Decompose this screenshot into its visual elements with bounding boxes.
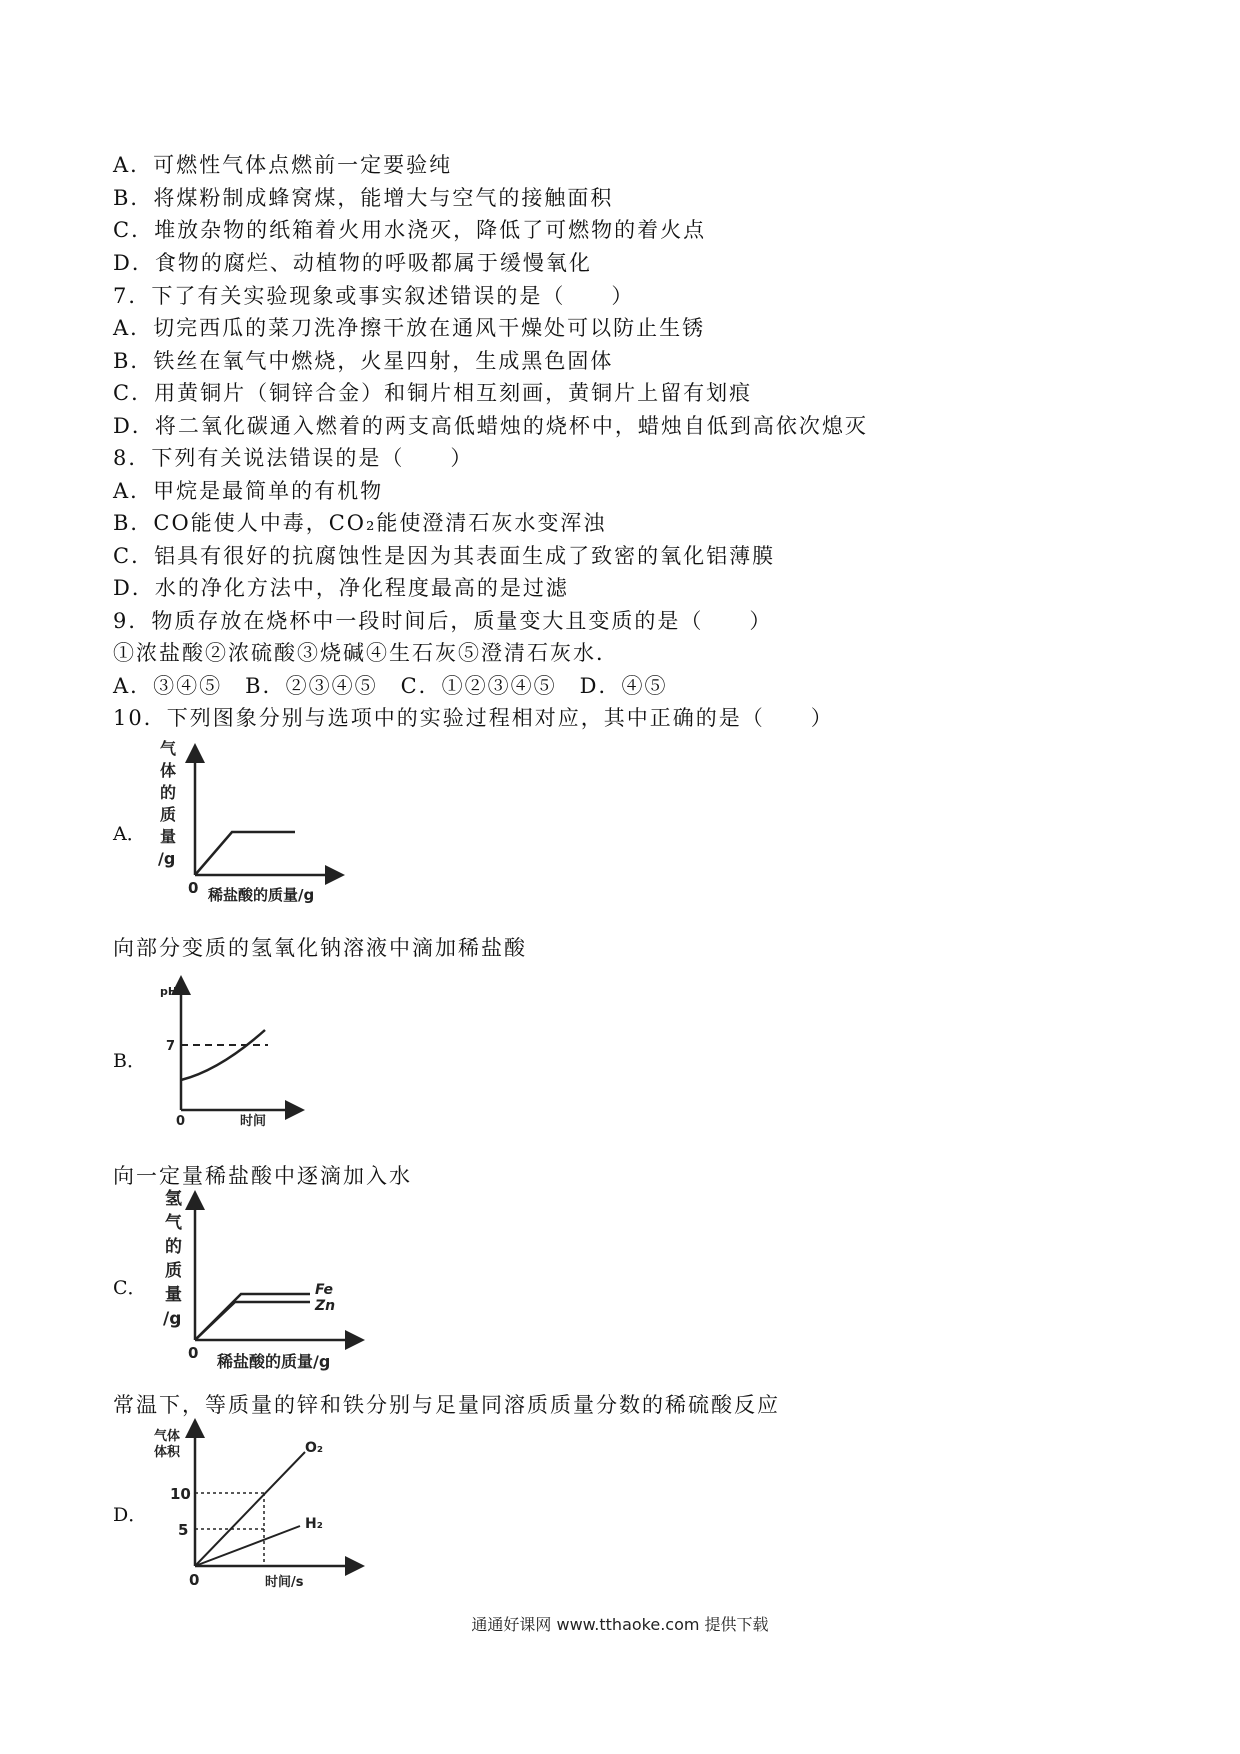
graph-a-ylabel-3: 的 — [160, 783, 177, 802]
graph-c-ylabel-2: 气 — [165, 1213, 182, 1233]
line-9-items: ①浓盐酸②浓硫酸③烧碱④生石灰⑤澄清石灰水． — [113, 641, 619, 665]
graph-c-origin: 0 — [188, 1344, 199, 1362]
option-a-caption: 向部分变质的氢氧化钠溶液中滴加稀盐酸 — [113, 936, 527, 960]
graph-d-o2-label: O₂ — [305, 1440, 324, 1456]
line-6c: C．堆放杂物的纸箱着火用水浇灭，降低了可燃物的着火点 — [113, 218, 707, 242]
question-10: 10．下列图象分别与选项中的实验过程相对应，其中正确的是（ ） — [113, 706, 834, 730]
question-9: 9．物质存放在烧杯中一段时间后，质量变大且变质的是（ ） — [113, 609, 773, 633]
line-8c: C．铝具有很好的抗腐蚀性是因为其表面生成了致密的氧化铝薄膜 — [113, 544, 776, 568]
line-7c: C．用黄铜片（铜锌合金）和铜片相互刻画，黄铜片上留有划痕 — [113, 381, 753, 405]
graph-b-origin: 0 — [176, 1114, 186, 1129]
graph-a-ylabel-5: 量 — [160, 827, 177, 846]
line-8a: A．甲烷是最简单的有机物 — [113, 479, 384, 503]
question-8: 8．下列有关说法错误的是（ ） — [113, 446, 474, 470]
graph-b-ylabel: pH — [160, 985, 178, 998]
graph-c-zn-label: Zn — [315, 1298, 336, 1314]
graph-a — [150, 740, 350, 910]
graph-d-ylabel-2: 体积 — [154, 1445, 181, 1460]
line-6d: D．食物的腐烂、动植物的呼吸都属于缓慢氧化 — [113, 251, 592, 275]
graph-d-o2-line — [195, 1452, 305, 1566]
option-c-caption: 常温下，等质量的锌和铁分别与足量同溶质质量分数的稀硫酸反应 — [113, 1393, 780, 1417]
graph-c-xlabel: 稀盐酸的质量/g — [217, 1352, 331, 1371]
option-b-label: B． — [113, 1050, 146, 1072]
graph-c-ylabel-5: 量 — [165, 1285, 182, 1305]
graph-d — [150, 1420, 365, 1595]
option-c-label: C． — [113, 1277, 147, 1299]
graph-a-ylabel-4: 质 — [160, 805, 177, 824]
graph-b-curve — [181, 1030, 265, 1080]
graph-b-xlabel: 时间 — [240, 1114, 267, 1129]
graph-c-ylabel-3: 的 — [165, 1237, 182, 1257]
graph-d-h2-line — [195, 1526, 300, 1566]
line-8d: D．水的净化方法中，净化程度最高的是过滤 — [113, 576, 569, 600]
graph-d-tick-10: 10 — [170, 1485, 191, 1503]
graph-b-tick-7: 7 — [166, 1039, 176, 1054]
line-9-choices: A．③④⑤ B．②③④⑤ C．①②③④⑤ D．④⑤ — [113, 674, 668, 698]
footer-watermark: 通通好课网 www.tthaoke.com 提供下载 — [471, 1615, 769, 1634]
graph-d-tick-5: 5 — [178, 1521, 189, 1539]
line-7b: B．铁丝在氧气中燃烧，火星四射，生成黑色固体 — [113, 349, 614, 373]
graph-b — [150, 975, 310, 1129]
option-d-label: D． — [113, 1504, 148, 1526]
option-b-caption: 向一定量稀盐酸中逐滴加入水 — [113, 1164, 412, 1188]
question-7: 7．下了有关实验现象或事实叙述错误的是（ ） — [113, 284, 635, 308]
graph-a-origin: 0 — [188, 879, 199, 897]
graph-a-ylabel-1: 气 — [160, 739, 177, 758]
graph-c — [155, 1190, 370, 1375]
option-a-label: A． — [113, 823, 146, 845]
graph-a-xlabel: 稀盐酸的质量/g — [208, 886, 315, 904]
graph-d-h2-label: H₂ — [305, 1516, 323, 1532]
graph-c-ylabel-1: 氢 — [165, 1189, 182, 1209]
graph-a-curve — [195, 832, 295, 875]
line-6b: B．将煤粉制成蜂窝煤，能增大与空气的接触面积 — [113, 186, 614, 210]
line-7a: A．切完西瓜的菜刀洗净擦干放在通风干燥处可以防止生锈 — [113, 316, 706, 340]
graph-c-fe-label: Fe — [315, 1282, 333, 1298]
graph-c-ylabel-6: /g — [163, 1309, 182, 1329]
graph-a-ylabel-2: 体 — [160, 761, 177, 780]
graph-c-ylabel-4: 质 — [165, 1261, 182, 1281]
graph-d-ylabel-1: 气体 — [154, 1429, 181, 1444]
line-7d: D．将二氧化碳通入燃着的两支高低蜡烛的烧杯中，蜡烛自低到高依次熄灭 — [113, 414, 868, 438]
graph-a-ylabel-6: /g — [158, 849, 176, 868]
graph-d-origin: 0 — [189, 1571, 200, 1589]
line-8b: B．CO能使人中毒，CO₂能使澄清石灰水变浑浊 — [113, 511, 607, 535]
graph-d-xlabel: 时间/s — [265, 1575, 304, 1590]
line-6a: A．可燃性气体点燃前一定要验纯 — [113, 153, 453, 177]
